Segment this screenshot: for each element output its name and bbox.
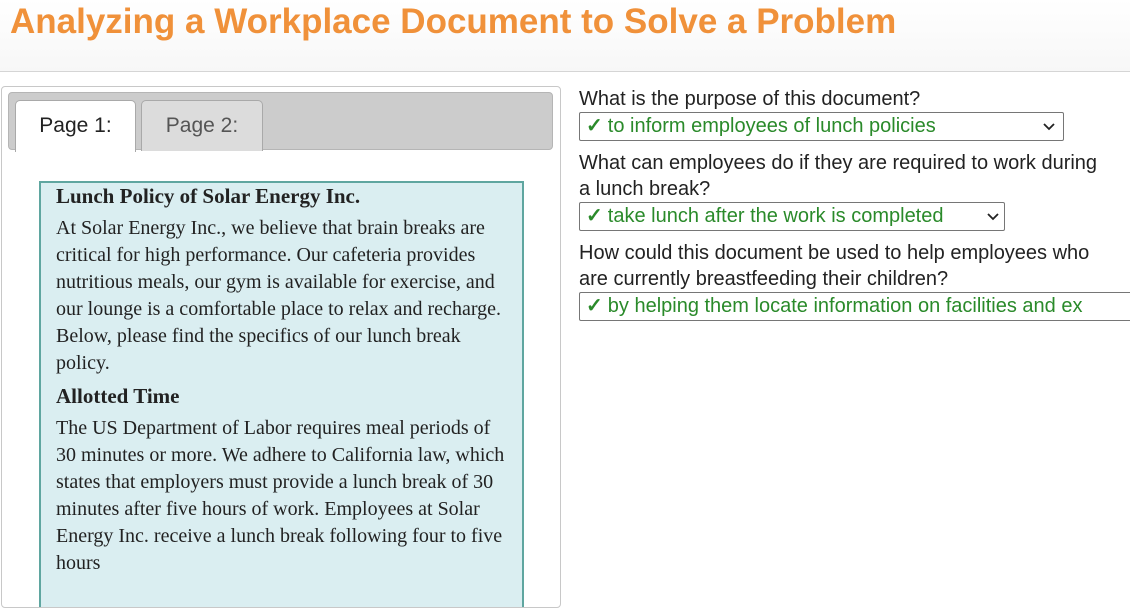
check-icon: ✓ (586, 205, 603, 227)
answer-select-1[interactable] (579, 112, 1064, 141)
document-heading-allotted-time: Allotted Time (56, 384, 180, 408)
page-title: Analyzing a Workplace Document to Solve a Problem (10, 2, 897, 41)
document-content (39, 181, 524, 608)
answer-select-1-value: to inform employees of lunch policies (607, 115, 936, 137)
header (0, 0, 1130, 72)
questions-panel (579, 86, 1130, 330)
answer-select-3[interactable] (579, 292, 1130, 321)
check-icon: ✓ (586, 115, 603, 137)
question-3: How could this document be used to help employees who are currently breastfeeding their children? (579, 242, 1090, 290)
tab-page-1[interactable]: Page 1: (15, 100, 136, 152)
tab-bar (8, 92, 553, 150)
chevron-down-icon (987, 203, 999, 231)
document-heading-lunch-policy: Lunch Policy of Solar Energy Inc. (56, 184, 361, 208)
document-paragraph-allotted-time: The US Department of Labor requires meal periods of 30 minutes or more. We adhere to California law, which states that employers must provide a lunch break of 30 minutes after five hours of work. Employees at Solar Energy Inc. receive a lunch break following four to five hours (56, 417, 505, 574)
chevron-down-icon (1043, 113, 1055, 141)
check-icon: ✓ (586, 295, 603, 317)
document-paragraph-intro: At Solar Energy Inc., we believe that brain breaks are critical for high performance. Our cafeteria provides nutritious meals, our gym is available for exercise, and our lounge is a comfortable place to relax and recharge. Below, please find the specifics of our lunch break policy. (56, 217, 501, 374)
question-1: What is the purpose of this document? (579, 88, 921, 110)
answer-select-2[interactable] (579, 202, 1005, 231)
question-2: What can employees do if they are required to work during a lunch break? (579, 152, 1098, 200)
document-panel (1, 86, 561, 608)
answer-select-3-value: by helping them locate information on facilities and ex (607, 295, 1083, 317)
answer-select-2-value: take lunch after the work is completed (607, 205, 944, 227)
tab-page-2[interactable]: Page 2: (141, 100, 263, 151)
